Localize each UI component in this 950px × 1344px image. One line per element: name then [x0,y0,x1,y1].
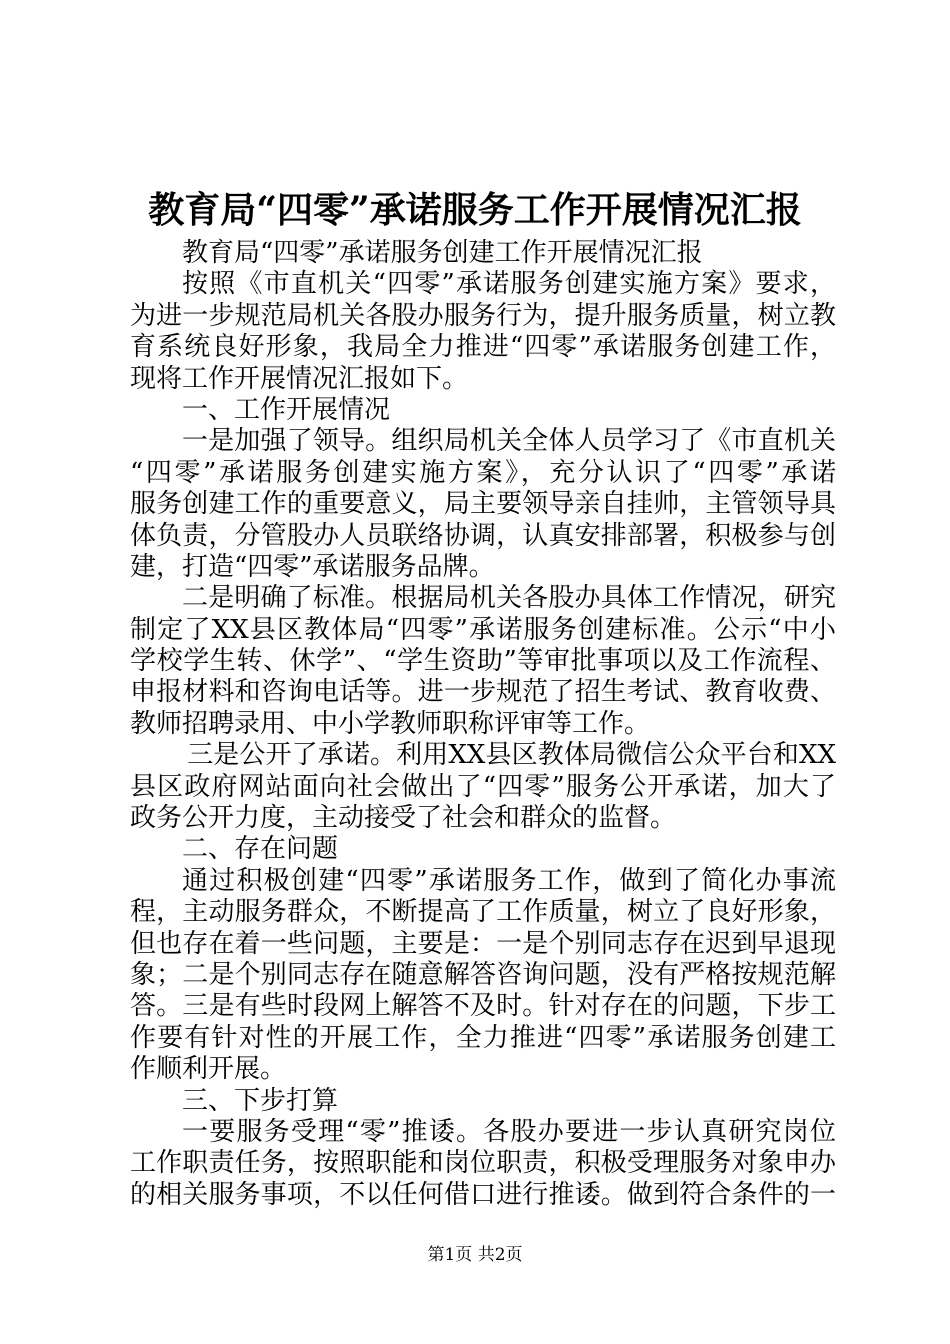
text-line: 建，打造“四零”承诺服务品牌。 [130,551,495,582]
document-body [130,238,836,1211]
text-line: 象；二是个别同志存在随意解答咨询问题，没有严格按规范解 [130,959,836,990]
text-line: 二、存在问题 [182,834,339,865]
text-line: 教师招聘录用、中小学教师职称评审等工作。 [130,708,651,739]
text-line: 申报材料和咨询电话等。进一步规范了招生考试、教育收费、 [130,677,836,708]
text-line: 服务创建工作的重要意义，局主要领导亲自挂帅，主管领导具 [130,489,836,520]
text-line: 一、工作开展情况 [182,394,391,425]
text-line: 工作职责任务，按照职能和岗位职责，积极受理服务对象申办 [130,1148,836,1179]
text-line: 政务公开力度，主动接受了社会和群众的监督。 [130,803,677,834]
text-line: 教育局“四零”承诺服务创建工作开展情况汇报 [182,238,703,268]
text-line: 但也存在着一些问题，主要是：一是个别同志存在迟到早退现 [130,928,836,959]
text-line: “四零”承诺服务创建实施方案》，充分认识了“四零”承诺 [130,457,836,488]
text-line: 三是公开了承诺。利用XX县区教体局微信公众平台和XX [187,740,836,771]
page-footer: 第1页 共2页 [427,1245,523,1265]
text-line: 按照《市直机关“四零”承诺服务创建实施方案》要求， [182,269,836,300]
text-line: 二是明确了标准。根据局机关各股办具体工作情况，研究 [182,583,836,614]
text-line: 体负责，分管股办人员联络协调，认真安排部署，积极参与创 [130,520,836,551]
text-line: 育系统良好形象，我局全力推进“四零”承诺服务创建工作， [130,332,836,363]
text-line: 为进一步规范局机关各股办服务行为，提升服务质量，树立教 [130,300,836,331]
text-line: 一是加强了领导。组织局机关全体人员学习了《市直机关 [182,426,836,457]
text-line: 通过积极创建“四零”承诺服务工作，做到了简化办事流 [182,865,836,896]
text-line: 三、下步打算 [182,1085,339,1116]
text-line: 现将工作开展情况汇报如下。 [130,363,469,394]
text-line: 的相关服务事项，不以任何借口进行推诿。做到符合条件的一 [130,1179,836,1210]
text-line: 作要有针对性的开展工作，全力推进“四零”承诺服务创建工 [130,1022,836,1053]
text-line: 制定了XX县区教体局“四零”承诺服务创建标准。公示“中小 [130,614,836,645]
document-title: 教育局“四零”承诺服务工作开展情况汇报 [148,189,802,231]
text-line: 答。三是有些时段网上解答不及时。针对存在的问题，下步工 [130,991,836,1022]
text-line: 程，主动服务群众，不断提高了工作质量，树立了良好形象， [130,897,836,928]
text-line: 学校学生转、休学”、“学生资助”等审批事项以及工作流程、 [130,646,836,677]
text-line: 作顺利开展。 [130,1054,287,1085]
text-line: 一要服务受理“零”推诿。各股办要进一步认真研究岗位 [182,1116,836,1147]
text-line: 县区政府网站面向社会做出了“四零”服务公开承诺，加大了 [130,771,836,802]
